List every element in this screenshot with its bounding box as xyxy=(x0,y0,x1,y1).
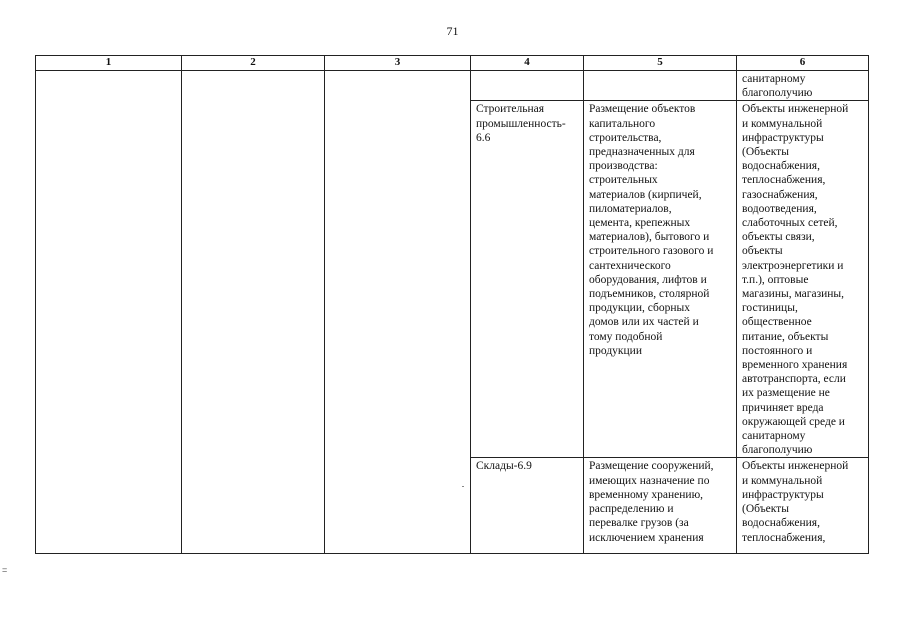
cell-auxiliary-uses: Объекты инженерной и коммунальной инфраструктуры (Объекты водоснабжения, теплоснабжения, xyxy=(737,458,869,554)
cell-use-name: Склады-6.9 xyxy=(471,458,584,554)
cell-use-name: Строительная промышленность- 6.6 xyxy=(471,101,584,458)
cell-use-description: Размещение сооружений, имеющих назначение по временному хранению, распределению и перевалке грузов (за исключением хранения xyxy=(584,458,737,554)
zoning-table xyxy=(35,55,869,554)
cell-use-description xyxy=(584,71,737,101)
table-row xyxy=(36,71,869,101)
margin-mark: = xyxy=(2,565,8,575)
column-header-1: 1 xyxy=(36,56,182,71)
column-header-6: 6 xyxy=(737,56,869,71)
column-header-3: 3 xyxy=(325,56,471,71)
cell-use-description: Размещение объектов капитального строительства, предназначенных для производства: строительных материалов (кирпичей, пиломатериалов, цемента, крепежных материалов), бытового и строительного газового и сантехнического оборудования, лифтов и подъемников, столярной продукции, сборных домов или их частей и тому подобной продукции xyxy=(584,101,737,458)
page-number: 71 xyxy=(446,24,459,38)
cell-col3-empty xyxy=(325,71,471,554)
column-header-5: 5 xyxy=(584,56,737,71)
scan-speck xyxy=(462,486,464,487)
column-header-2: 2 xyxy=(182,56,325,71)
cell-auxiliary-uses: Объекты инженерной и коммунальной инфраструктуры (Объекты водоснабжения, теплоснабжения, газоснабжения, водоотведения, слаботочных сетей, объекты связи, объекты электроэнергетики и т.п.), оптовые магазины, магазины, гостиницы, общественное питание, объекты постоянного и временного хранения автотранспорта, если их размещение не причиняет вреда окружающей среде и санитарному благополучию xyxy=(737,101,869,458)
cell-col1-empty xyxy=(36,71,182,554)
cell-col2-empty xyxy=(182,71,325,554)
table-header-row xyxy=(36,56,869,71)
column-header-4: 4 xyxy=(471,56,584,71)
cell-use-name xyxy=(471,71,584,101)
cell-auxiliary-uses: санитарному благополучию xyxy=(737,71,869,101)
